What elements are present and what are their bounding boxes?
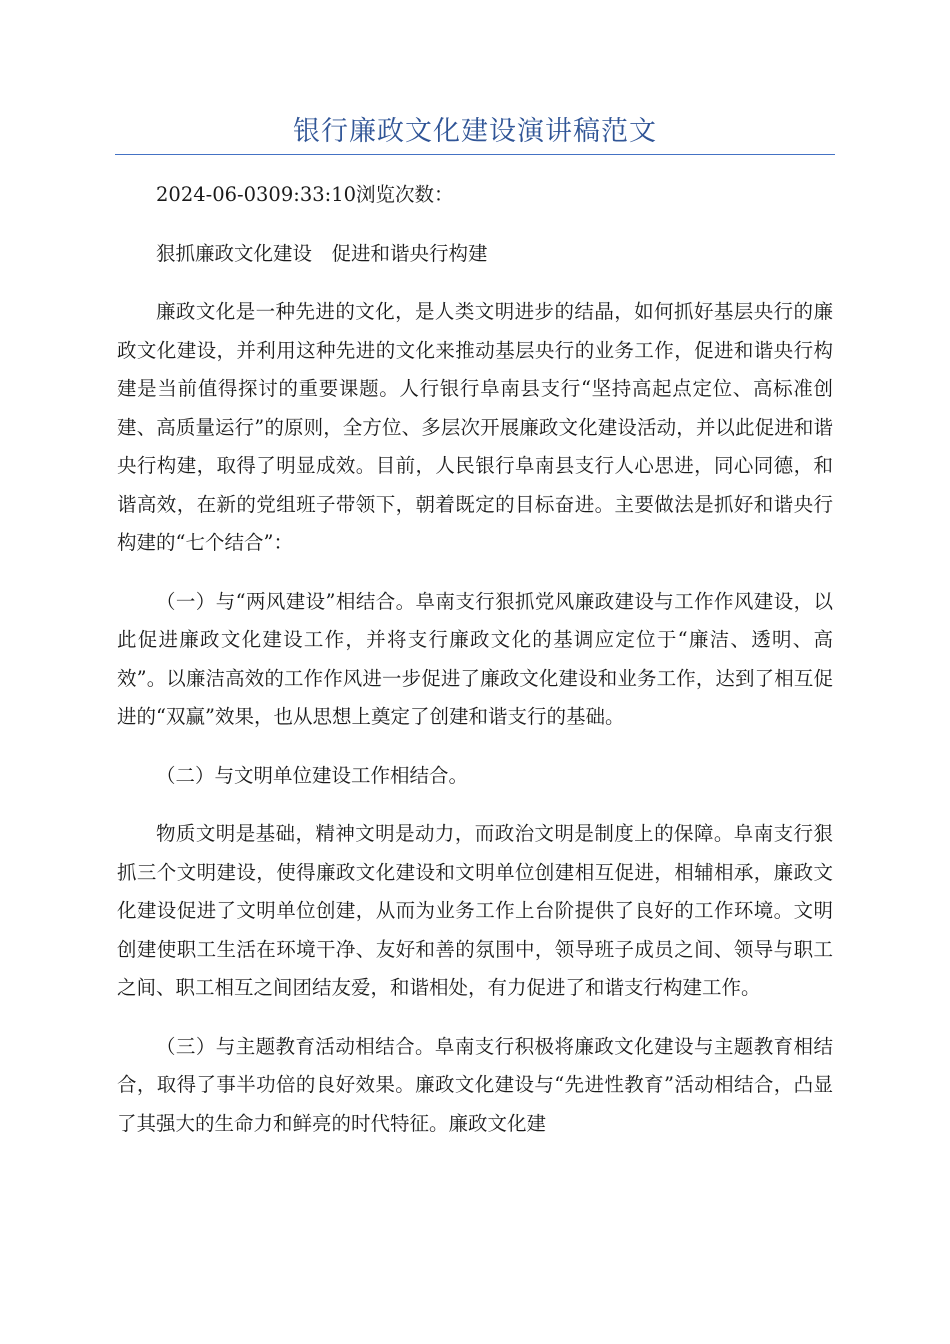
paragraph-4: 物质文明是基础，精神文明是动力，而政治文明是制度上的保障。阜南支行狠抓三个文明建设，使得廉政文化建设和文明单位创建相互促进，相辅相承，廉政文化建设促进了文明单位创建，从而为业务工作上台阶提供了良好的工作环境。文明创建使职工生活在环境干净、友好和善的氛围中，领导班子成员之间、领导与职工之间、职工相互之间团结友爱，和谐相处，有力促进了和谐支行构建工作。	[117, 822, 833, 999]
subtitle: 狠抓廉政文化建设 促进和谐央行构建	[156, 241, 488, 265]
title-underline	[115, 154, 835, 155]
paragraph-3: （二）与文明单位建设工作相结合。	[156, 763, 469, 787]
paragraph-1: 廉政文化是一种先进的文化，是人类文明进步的结晶，如何抓好基层央行的廉政文化建设，并利用这种先进的文化来推动基层央行的业务工作，促进和谐央行构建是当前值得探讨的重要课题。人行银行阜南县支行“坚持高起点定位、高标准创建、高质量运行”的原则，全方位、多层次开展廉政文化建设活动，并以此促进和谐央行构建，取得了明显成效。目前，人民银行阜南县支行人心思进，同心同德，和谐高效，在新的党组班子带领下，朝着既定的目标奋进。主要做法是抓好和谐央行构建的“七个结合”：	[117, 300, 833, 554]
document-body	[117, 170, 833, 1163]
document-title: 银行廉政文化建设演讲稿范文	[293, 116, 657, 147]
meta-line: 2024-06-0309:33:10浏览次数：	[156, 183, 454, 206]
paragraph-5: （三）与主题教育活动相结合。阜南支行积极将廉政文化建设与主题教育相结合，取得了事半功倍的良好效果。廉政文化建设与“先进性教育”活动相结合，凸显了其强大的生命力和鲜亮的时代特征。廉政文化建	[117, 1034, 833, 1135]
paragraph-2: （一）与“两风建设”相结合。阜南支行狠抓党风廉政建设与工作作风建设，以此促进廉政文化建设工作，并将支行廉政文化的基调应定位于“廉洁、透明、高效”。以廉洁高效的工作作风进一步促进了廉政文化建设和业务工作，达到了相互促进的“双赢”效果，也从思想上奠定了创建和谐支行的基础。	[117, 589, 833, 728]
